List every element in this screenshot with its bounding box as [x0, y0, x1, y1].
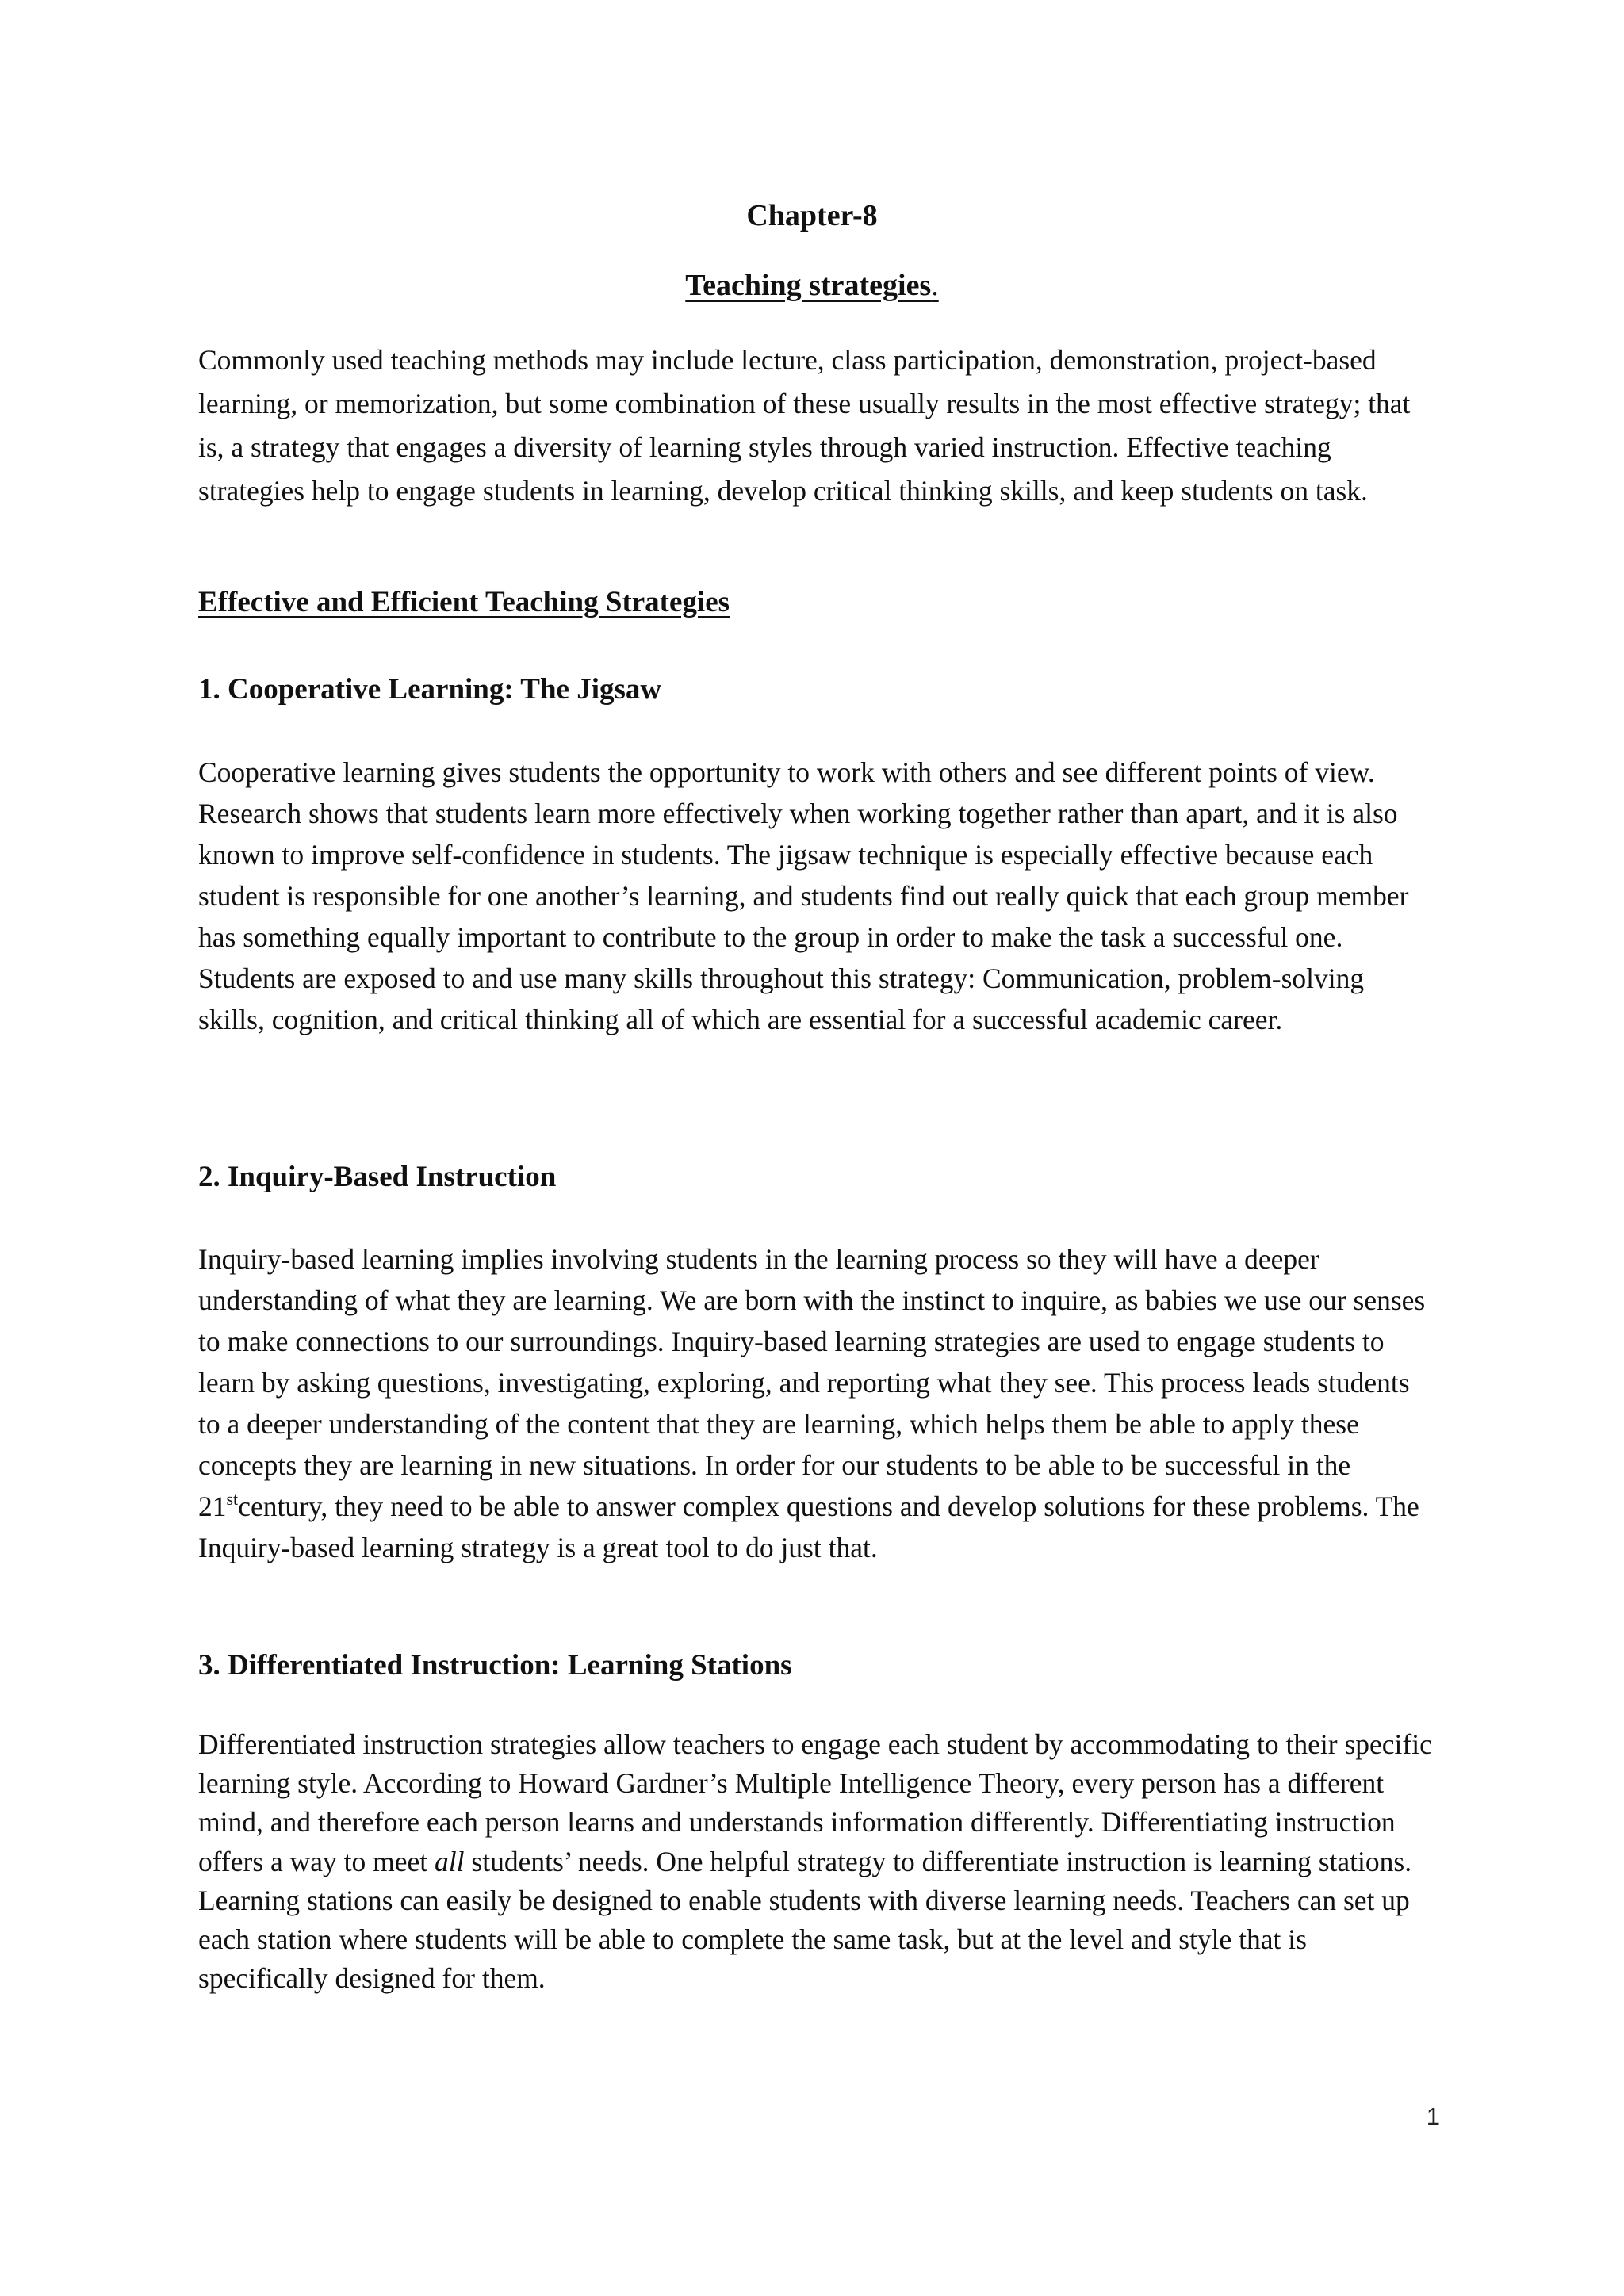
page-title [0, 265, 1624, 306]
strategy-body-1: Cooperative learning gives students the opportunity to work with others and see different points of view. Research shows that students learn more effectively when working together rather than apart, and it is also known to improve self-confidence in students. The jigsaw technique is especially effective because each student is responsible for one another’s learning, and students find out really quick that each group member has something equally important to contribute to the group in order to make the task a successful one. Students are exposed to and use many skills throughout this strategy: Communication, problem-solving skills, cognition, and critical thinking all of which are essential for a successful academic career. [198, 756, 1409, 1035]
title-text: Teaching strategies [685, 269, 932, 302]
strategy-heading-3: 3. Differentiated Instruction: Learning Stations [198, 1649, 792, 1682]
page-number: 1 [1426, 2103, 1440, 2130]
strategy-heading-2: 2. Inquiry-Based Instruction [198, 1161, 557, 1193]
strategy-heading-1: 1. Cooperative Learning: The Jigsaw [198, 673, 662, 706]
strategy-body-2-text-b: century, they need to be able to answer complex questions and develop solutions for these problems. The Inquiry-based learning strategy is a great tool to do just that. [198, 1490, 1419, 1563]
strategy-body-3-text-a: Differentiated instruction strategies allow teachers to engage each student by accommodating to their specific learning style. According to Howard Gardner’s Multiple Intelligence Theory, every person has a different mind, and therefore each person learns and understands information differently. Differentiating instruction offers a way to meet [198, 1728, 1432, 1877]
strategy-body-3 [198, 1725, 1435, 1998]
emphasis-all: all [435, 1845, 465, 1877]
ordinal-superscript: st [226, 1489, 239, 1509]
intro-paragraph: Commonly used teaching methods may include lecture, class participation, demonstration, project-based learning, or memorization, but some combination of these usually results in the most effective strategy; that is, a strategy that engages a diversity of learning styles through varied instruction. Effective teaching strategies help to engage students in learning, develop critical thinking skills, and keep students on task. [198, 344, 1411, 507]
title-punctuation: . [931, 269, 939, 302]
chapter-label: Chapter-8 [746, 199, 878, 232]
strategy-body-2 [198, 1238, 1435, 1568]
section-heading: Effective and Efficient Teaching Strategies [198, 586, 730, 618]
strategy-body-3-text-b: students’ needs. One helpful strategy to differentiate instruction is learning stations. Learning stations can easily be designed to enable students with diverse learning needs. Teachers can set up each station where students will be able to complete the same task, but at the level and style that is specifically designed for them. [198, 1845, 1412, 1995]
strategy-body-2-text-a: Inquiry-based learning implies involving students in the learning process so they will have a deeper understanding of what they are learning. We are born with the instinct to inquire, as babies we use our senses to make connections to our surroundings. Inquiry-based learning strategies are used to engage students to learn by asking questions, investigating, exploring, and reporting what they see. This process leads students to a deeper understanding of the content that they are learning, which helps them be able to apply these concepts they are learning in new situations. In order for our students to be able to be successful in the 21 [198, 1243, 1426, 1522]
